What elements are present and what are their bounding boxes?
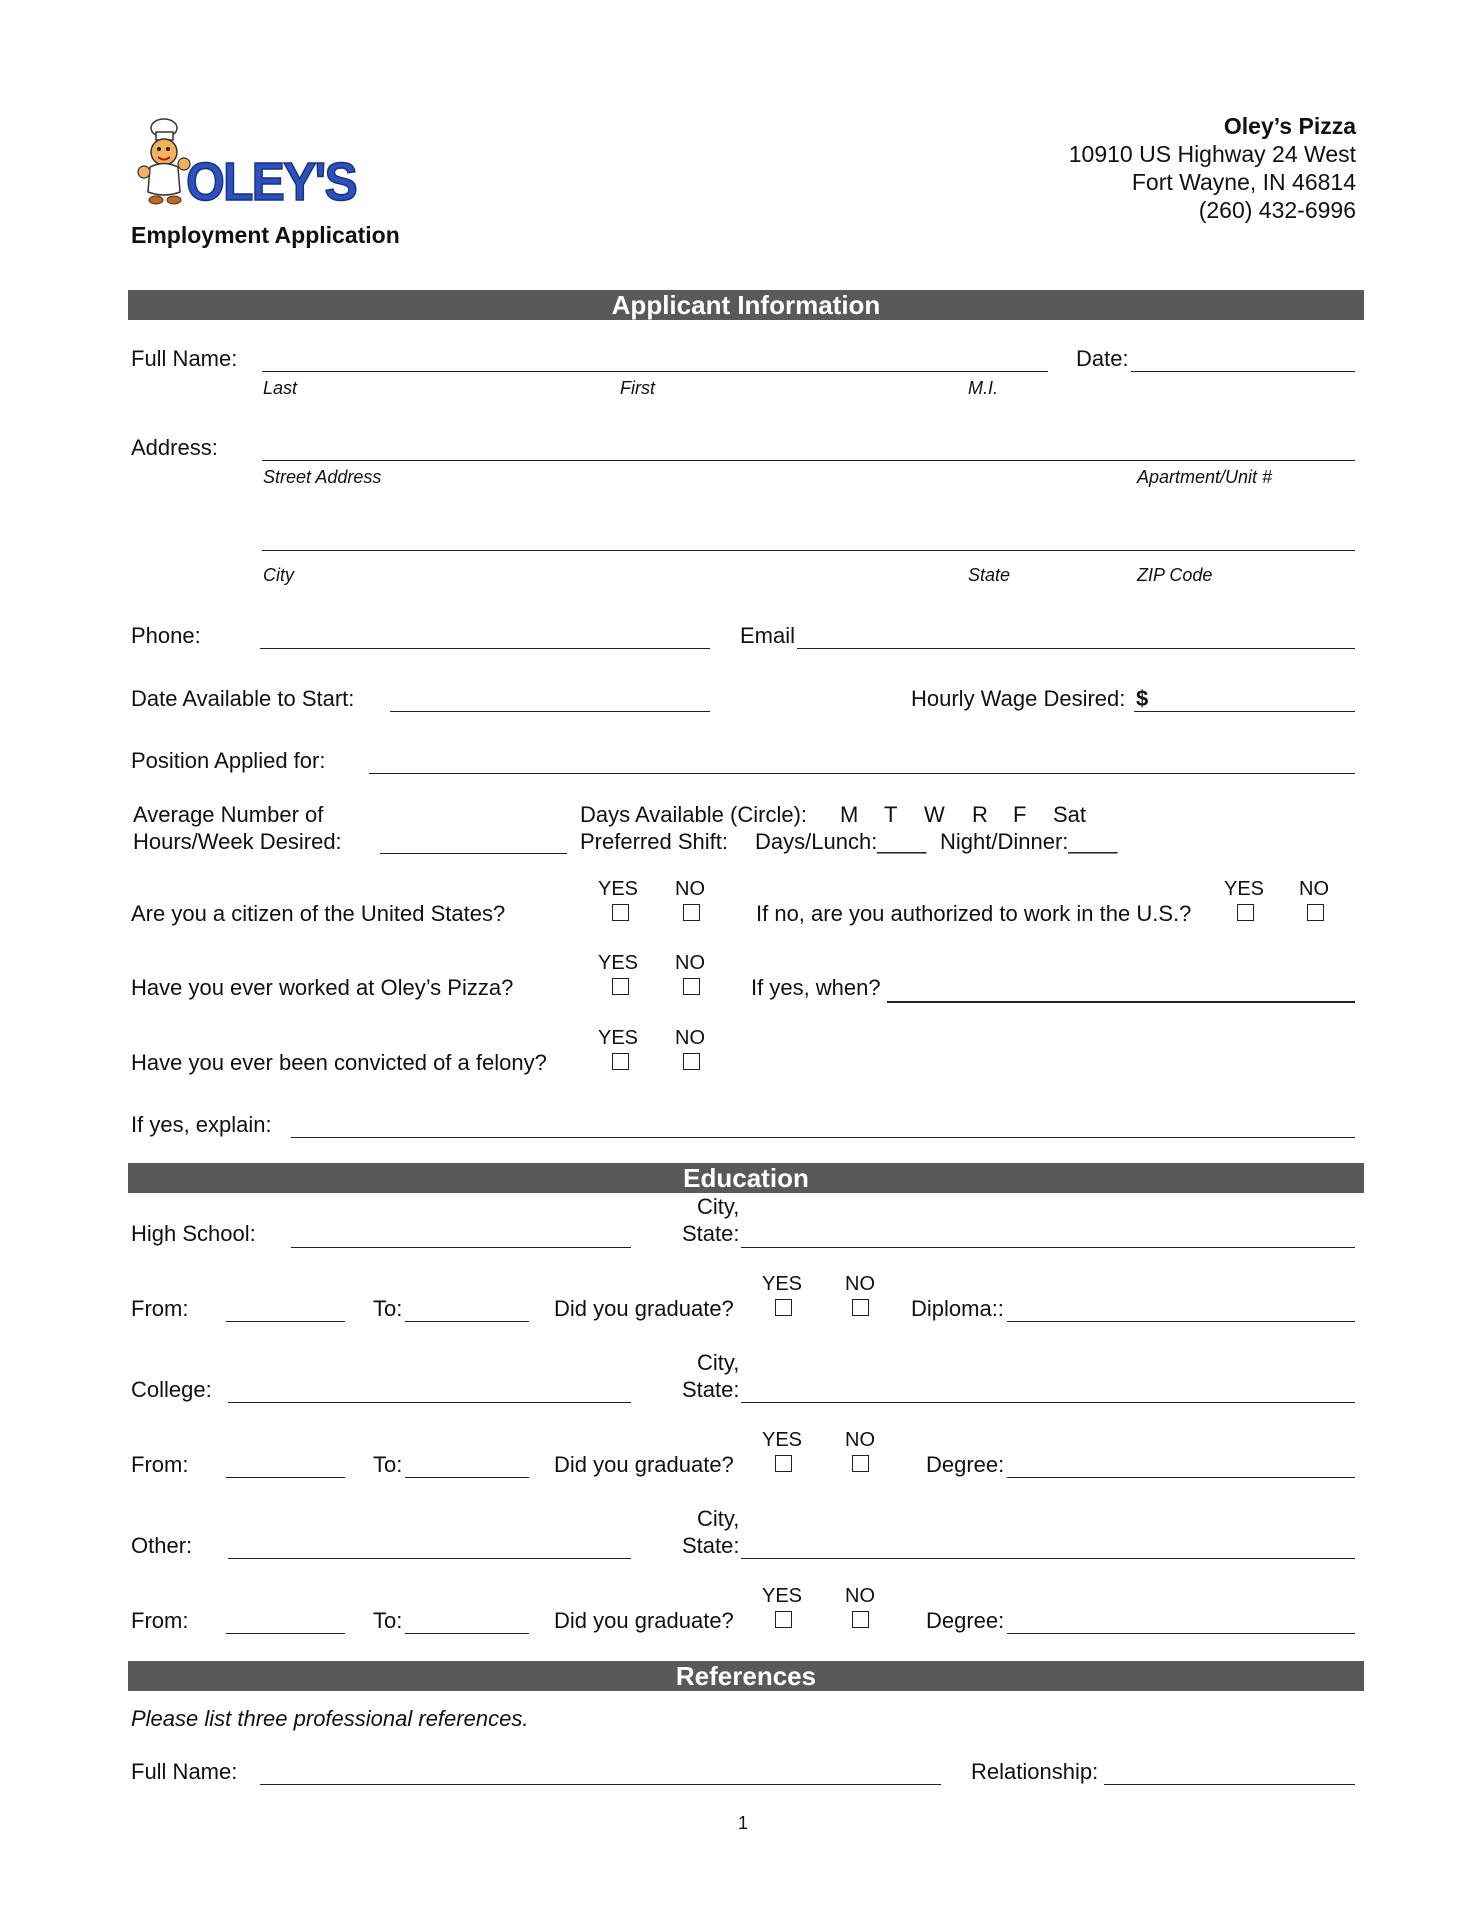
position-label: Position Applied for: <box>131 748 326 773</box>
worked-yes-checkbox[interactable] <box>612 978 629 995</box>
date-available-label: Date Available to Start: <box>131 686 355 711</box>
other-yes-label: YES <box>762 1585 803 1607</box>
hs-no-label: NO <box>845 1273 875 1295</box>
hourly-wage-label: Hourly Wage Desired: <box>911 686 1126 711</box>
city-state-zip-field[interactable] <box>262 550 1355 551</box>
other-from-label: From: <box>131 1608 189 1633</box>
worked-yes-label: YES <box>598 952 639 974</box>
worked-when-label: If yes, when? <box>751 975 881 1000</box>
hs-yes-label: YES <box>762 1273 803 1295</box>
other-no-checkbox[interactable] <box>852 1611 869 1628</box>
worked-when-field[interactable] <box>887 1001 1355 1003</box>
college-city-state-field[interactable] <box>741 1402 1355 1403</box>
authorized-yes-label: YES <box>1224 878 1265 900</box>
company-phone: (260) 432-6996 <box>1198 197 1356 223</box>
day-wednesday[interactable]: W <box>924 802 945 827</box>
company-address-line2: Fort Wayne, IN 46814 <box>1131 169 1356 195</box>
state-hint: State <box>968 565 1011 585</box>
hs-to-label: To: <box>373 1296 403 1321</box>
hs-city-label: City, <box>697 1194 740 1219</box>
reference-full-name-field[interactable] <box>260 1784 941 1785</box>
other-yes-checkbox[interactable] <box>775 1611 792 1628</box>
college-degree-field[interactable] <box>1007 1477 1355 1478</box>
middle-initial-hint: M.I. <box>968 378 998 398</box>
day-friday[interactable]: F <box>1013 802 1027 827</box>
citizen-no-label: NO <box>675 878 705 900</box>
day-tuesday[interactable]: T <box>884 802 898 827</box>
hs-graduate-question: Did you graduate? <box>554 1296 734 1321</box>
company-name: Oley’s Pizza <box>1223 113 1356 139</box>
worked-question: Have you ever worked at Oley’s Pizza? <box>131 975 514 1000</box>
section-header-references: References <box>128 1661 1364 1691</box>
felony-yes-label: YES <box>598 1027 639 1049</box>
reference-relationship-field[interactable] <box>1104 1784 1355 1785</box>
citizen-question: Are you a citizen of the United States? <box>131 901 506 926</box>
high-school-label: High School: <box>131 1221 256 1246</box>
street-address-field[interactable] <box>262 460 1355 461</box>
authorized-no-checkbox[interactable] <box>1307 904 1324 921</box>
avg-hours-field[interactable] <box>380 853 567 854</box>
college-to-label: To: <box>373 1452 403 1477</box>
felony-no-checkbox[interactable] <box>683 1053 700 1070</box>
college-city-label: City, <box>697 1350 740 1375</box>
hs-to-field[interactable] <box>405 1321 529 1322</box>
hs-state-label: State: <box>682 1221 740 1246</box>
hs-diploma-label: Diploma:: <box>911 1296 1004 1321</box>
references-instruction: Please list three professional references. <box>131 1706 529 1731</box>
other-degree-label: Degree: <box>926 1608 1005 1633</box>
section-header-education: Education <box>128 1163 1364 1193</box>
reference-full-name-label: Full Name: <box>131 1759 238 1784</box>
college-no-label: NO <box>845 1429 875 1451</box>
other-city-label: City, <box>697 1506 740 1531</box>
college-no-checkbox[interactable] <box>852 1455 869 1472</box>
full-name-field[interactable] <box>262 371 1048 372</box>
worked-no-checkbox[interactable] <box>683 978 700 995</box>
date-label: Date: <box>1076 346 1129 371</box>
day-monday[interactable]: M <box>840 802 859 827</box>
email-label: Email <box>740 623 796 648</box>
hs-city-state-field[interactable] <box>741 1247 1355 1248</box>
city-hint: City <box>263 565 294 585</box>
street-address-hint: Street Address <box>263 467 382 487</box>
hs-yes-checkbox[interactable] <box>775 1299 792 1316</box>
citizen-no-checkbox[interactable] <box>683 904 700 921</box>
authorized-no-label: NO <box>1299 878 1329 900</box>
hourly-wage-field[interactable] <box>1134 711 1355 712</box>
college-to-field[interactable] <box>405 1477 529 1478</box>
position-field[interactable] <box>369 773 1355 774</box>
day-thursday[interactable]: R <box>972 802 988 827</box>
phone-label: Phone: <box>131 623 201 648</box>
college-yes-label: YES <box>762 1429 803 1451</box>
date-field[interactable] <box>1131 371 1355 372</box>
company-logo <box>134 112 360 212</box>
address-label: Address: <box>131 435 218 460</box>
college-from-label: From: <box>131 1452 189 1477</box>
other-label: Other: <box>131 1533 193 1558</box>
citizen-yes-checkbox[interactable] <box>612 904 629 921</box>
zip-hint: ZIP Code <box>1137 565 1213 585</box>
full-name-label: Full Name: <box>131 346 238 371</box>
felony-no-label: NO <box>675 1027 705 1049</box>
apartment-hint: Apartment/Unit # <box>1137 467 1273 487</box>
hs-from-label: From: <box>131 1296 189 1321</box>
first-name-hint: First <box>620 378 655 398</box>
other-no-label: NO <box>845 1585 875 1607</box>
other-state-label: State: <box>682 1533 740 1558</box>
other-degree-field[interactable] <box>1007 1633 1355 1634</box>
authorized-question: If no, are you authorized to work in the U.S.? <box>756 901 1192 926</box>
college-state-label: State: <box>682 1377 740 1402</box>
other-graduate-question: Did you graduate? <box>554 1608 734 1633</box>
felony-question: Have you ever been convicted of a felony? <box>131 1050 547 1075</box>
other-to-field[interactable] <box>405 1633 529 1634</box>
company-address-line1: 10910 US Highway 24 West <box>1068 141 1356 167</box>
college-from-field[interactable] <box>226 1477 345 1478</box>
dollar-sign: $ <box>1136 686 1149 711</box>
days-available-label: Days Available (Circle): <box>580 802 808 827</box>
authorized-yes-checkbox[interactable] <box>1237 904 1254 921</box>
other-city-state-field[interactable] <box>741 1558 1355 1559</box>
felony-explain-field[interactable] <box>291 1137 1355 1138</box>
avg-hours-label-line2: Hours/Week Desired: <box>133 829 342 854</box>
citizen-yes-label: YES <box>598 878 639 900</box>
hs-from-field[interactable] <box>226 1321 345 1322</box>
hs-no-checkbox[interactable] <box>852 1299 869 1316</box>
last-name-hint: Last <box>263 378 298 398</box>
date-available-field[interactable] <box>390 711 710 712</box>
college-yes-checkbox[interactable] <box>775 1455 792 1472</box>
avg-hours-label-line1: Average Number of <box>133 802 324 827</box>
worked-no-label: NO <box>675 952 705 974</box>
high-school-field[interactable] <box>291 1247 631 1248</box>
night-dinner-option[interactable]: Night/Dinner:____ <box>940 829 1118 854</box>
hs-diploma-field[interactable] <box>1007 1321 1355 1322</box>
college-degree-label: Degree: <box>926 1452 1005 1477</box>
svg-text:OLEY'S: OLEY'S <box>186 152 356 212</box>
felony-explain-label: If yes, explain: <box>131 1112 272 1137</box>
other-to-label: To: <box>373 1608 403 1633</box>
page-number: 1 <box>738 1813 749 1833</box>
phone-field[interactable] <box>260 648 710 649</box>
day-saturday[interactable]: Sat <box>1053 802 1087 827</box>
preferred-shift-label: Preferred Shift: <box>580 829 728 854</box>
college-field[interactable] <box>228 1402 631 1403</box>
other-field[interactable] <box>228 1558 631 1559</box>
other-from-field[interactable] <box>226 1633 345 1634</box>
section-header-applicant: Applicant Information <box>128 290 1364 320</box>
chef-mascot-icon <box>134 112 360 212</box>
email-field[interactable] <box>797 648 1355 649</box>
document-title: Employment Application <box>131 222 400 248</box>
college-graduate-question: Did you graduate? <box>554 1452 734 1477</box>
reference-relationship-label: Relationship: <box>971 1759 1099 1784</box>
days-lunch-option[interactable]: Days/Lunch:____ <box>755 829 927 854</box>
felony-yes-checkbox[interactable] <box>612 1053 629 1070</box>
college-label: College: <box>131 1377 212 1402</box>
